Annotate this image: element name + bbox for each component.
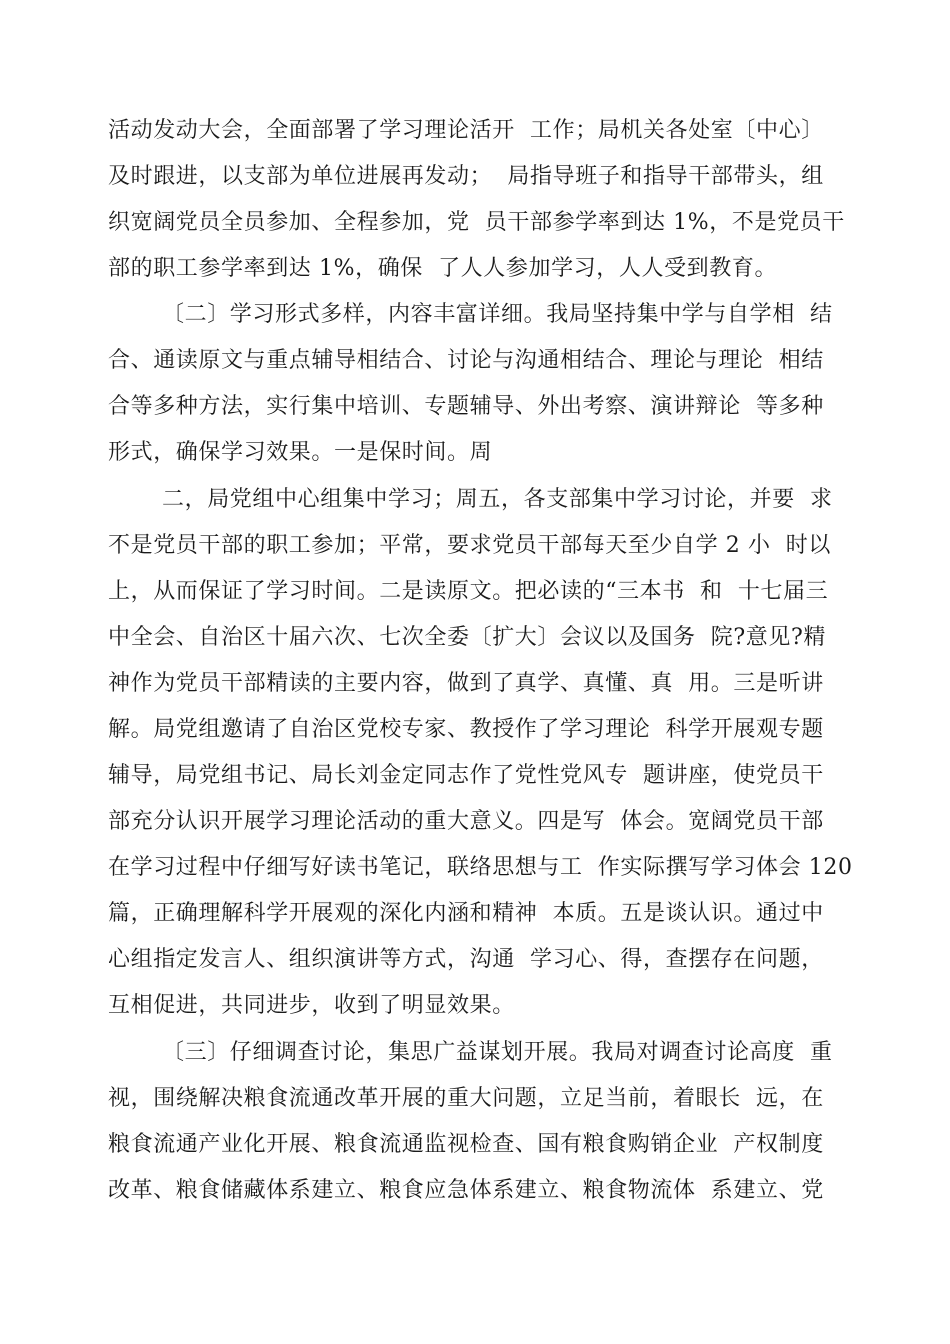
text-line: 形式，确保学习效果。一是保时间。周	[108, 440, 493, 465]
text-line: 及时跟进，以支部为单位进展再发动； 局指导班子和指导干部带头，组	[108, 164, 824, 189]
text-line: 神作为党员干部精读的主要内容，做到了真学、真懂、真 用。三是听讲	[108, 671, 824, 696]
paragraph-first-line: 〔三〕仔细调查讨论，集思广益谋划开展。我局对调查讨论高度 重	[162, 1040, 833, 1065]
text-line: 合、通读原文与重点辅导相结合、讨论与沟通相结合、理论与理论 相结	[108, 348, 824, 373]
text-line: 部的职工参学率到达 1%，确保 了人人参加学习，人人受到教育。	[108, 256, 778, 281]
text-line: 合等多种方法，实行集中培训、专题辅导、外出考察、演讲辩论 等多种	[108, 394, 824, 419]
text-line: 不是党员干部的职工参加；平常，要求党员干部每天至少自学 2 小 时以	[108, 533, 831, 558]
text-line: 互相促进，共同进步，收到了明显效果。	[108, 993, 515, 1018]
text-line: 在学习过程中仔细写好读书笔记，联络思想与工 作实际撰写学习体会 120	[108, 855, 853, 880]
text-line: 视，围绕解决粮食流通改革开展的重大问题，立足当前，着眼长 远，在	[108, 1086, 824, 1111]
text-line: 部充分认识开展学习理论活动的重大意义。四是写 体会。宽阔党员干部	[108, 809, 824, 834]
text-line: 改革、粮食储藏体系建立、粮食应急体系建立、粮食物流体 系建立、党	[108, 1178, 824, 1203]
paragraph-first-line: 〔二〕学习形式多样，内容丰富详细。我局坚持集中学与自学相 结	[162, 302, 833, 327]
text-line: 织宽阔党员全员参加、全程参加，党 员干部参学率到达 1%，不是党员干	[108, 210, 845, 235]
text-line: 粮食流通产业化开展、粮食流通监视检查、国有粮食购销企业 产权制度	[108, 1132, 824, 1157]
text-line: 中全会、自治区十届六次、七次全委〔扩大〕会议以及国务 院?意见?精	[108, 625, 826, 650]
text-line: 篇，正确理解科学开展观的深化内涵和精神 本质。五是谈认识。通过中	[108, 901, 824, 926]
text-line: 解。局党组邀请了自治区党校专家、教授作了学习理论 科学开展观专题	[108, 717, 824, 742]
text-line: 活动发动大会，全面部署了学习理论活开 工作；局机关各处室〔中心〕	[108, 118, 824, 143]
text-line: 辅导，局党组书记、局长刘金定同志作了党性党风专 题讲座，使党员干	[108, 763, 824, 788]
text-line: 心组指定发言人、组织演讲等方式，沟通 学习心、得，查摆存在问题，	[108, 947, 824, 972]
text-line: 上，从而保证了学习时间。二是读原文。把必读的“三本书 和 十七届三	[108, 579, 829, 604]
paragraph-first-line: 二，局党组中心组集中学习；周五，各支部集中学习讨论，并要 求	[162, 487, 833, 512]
